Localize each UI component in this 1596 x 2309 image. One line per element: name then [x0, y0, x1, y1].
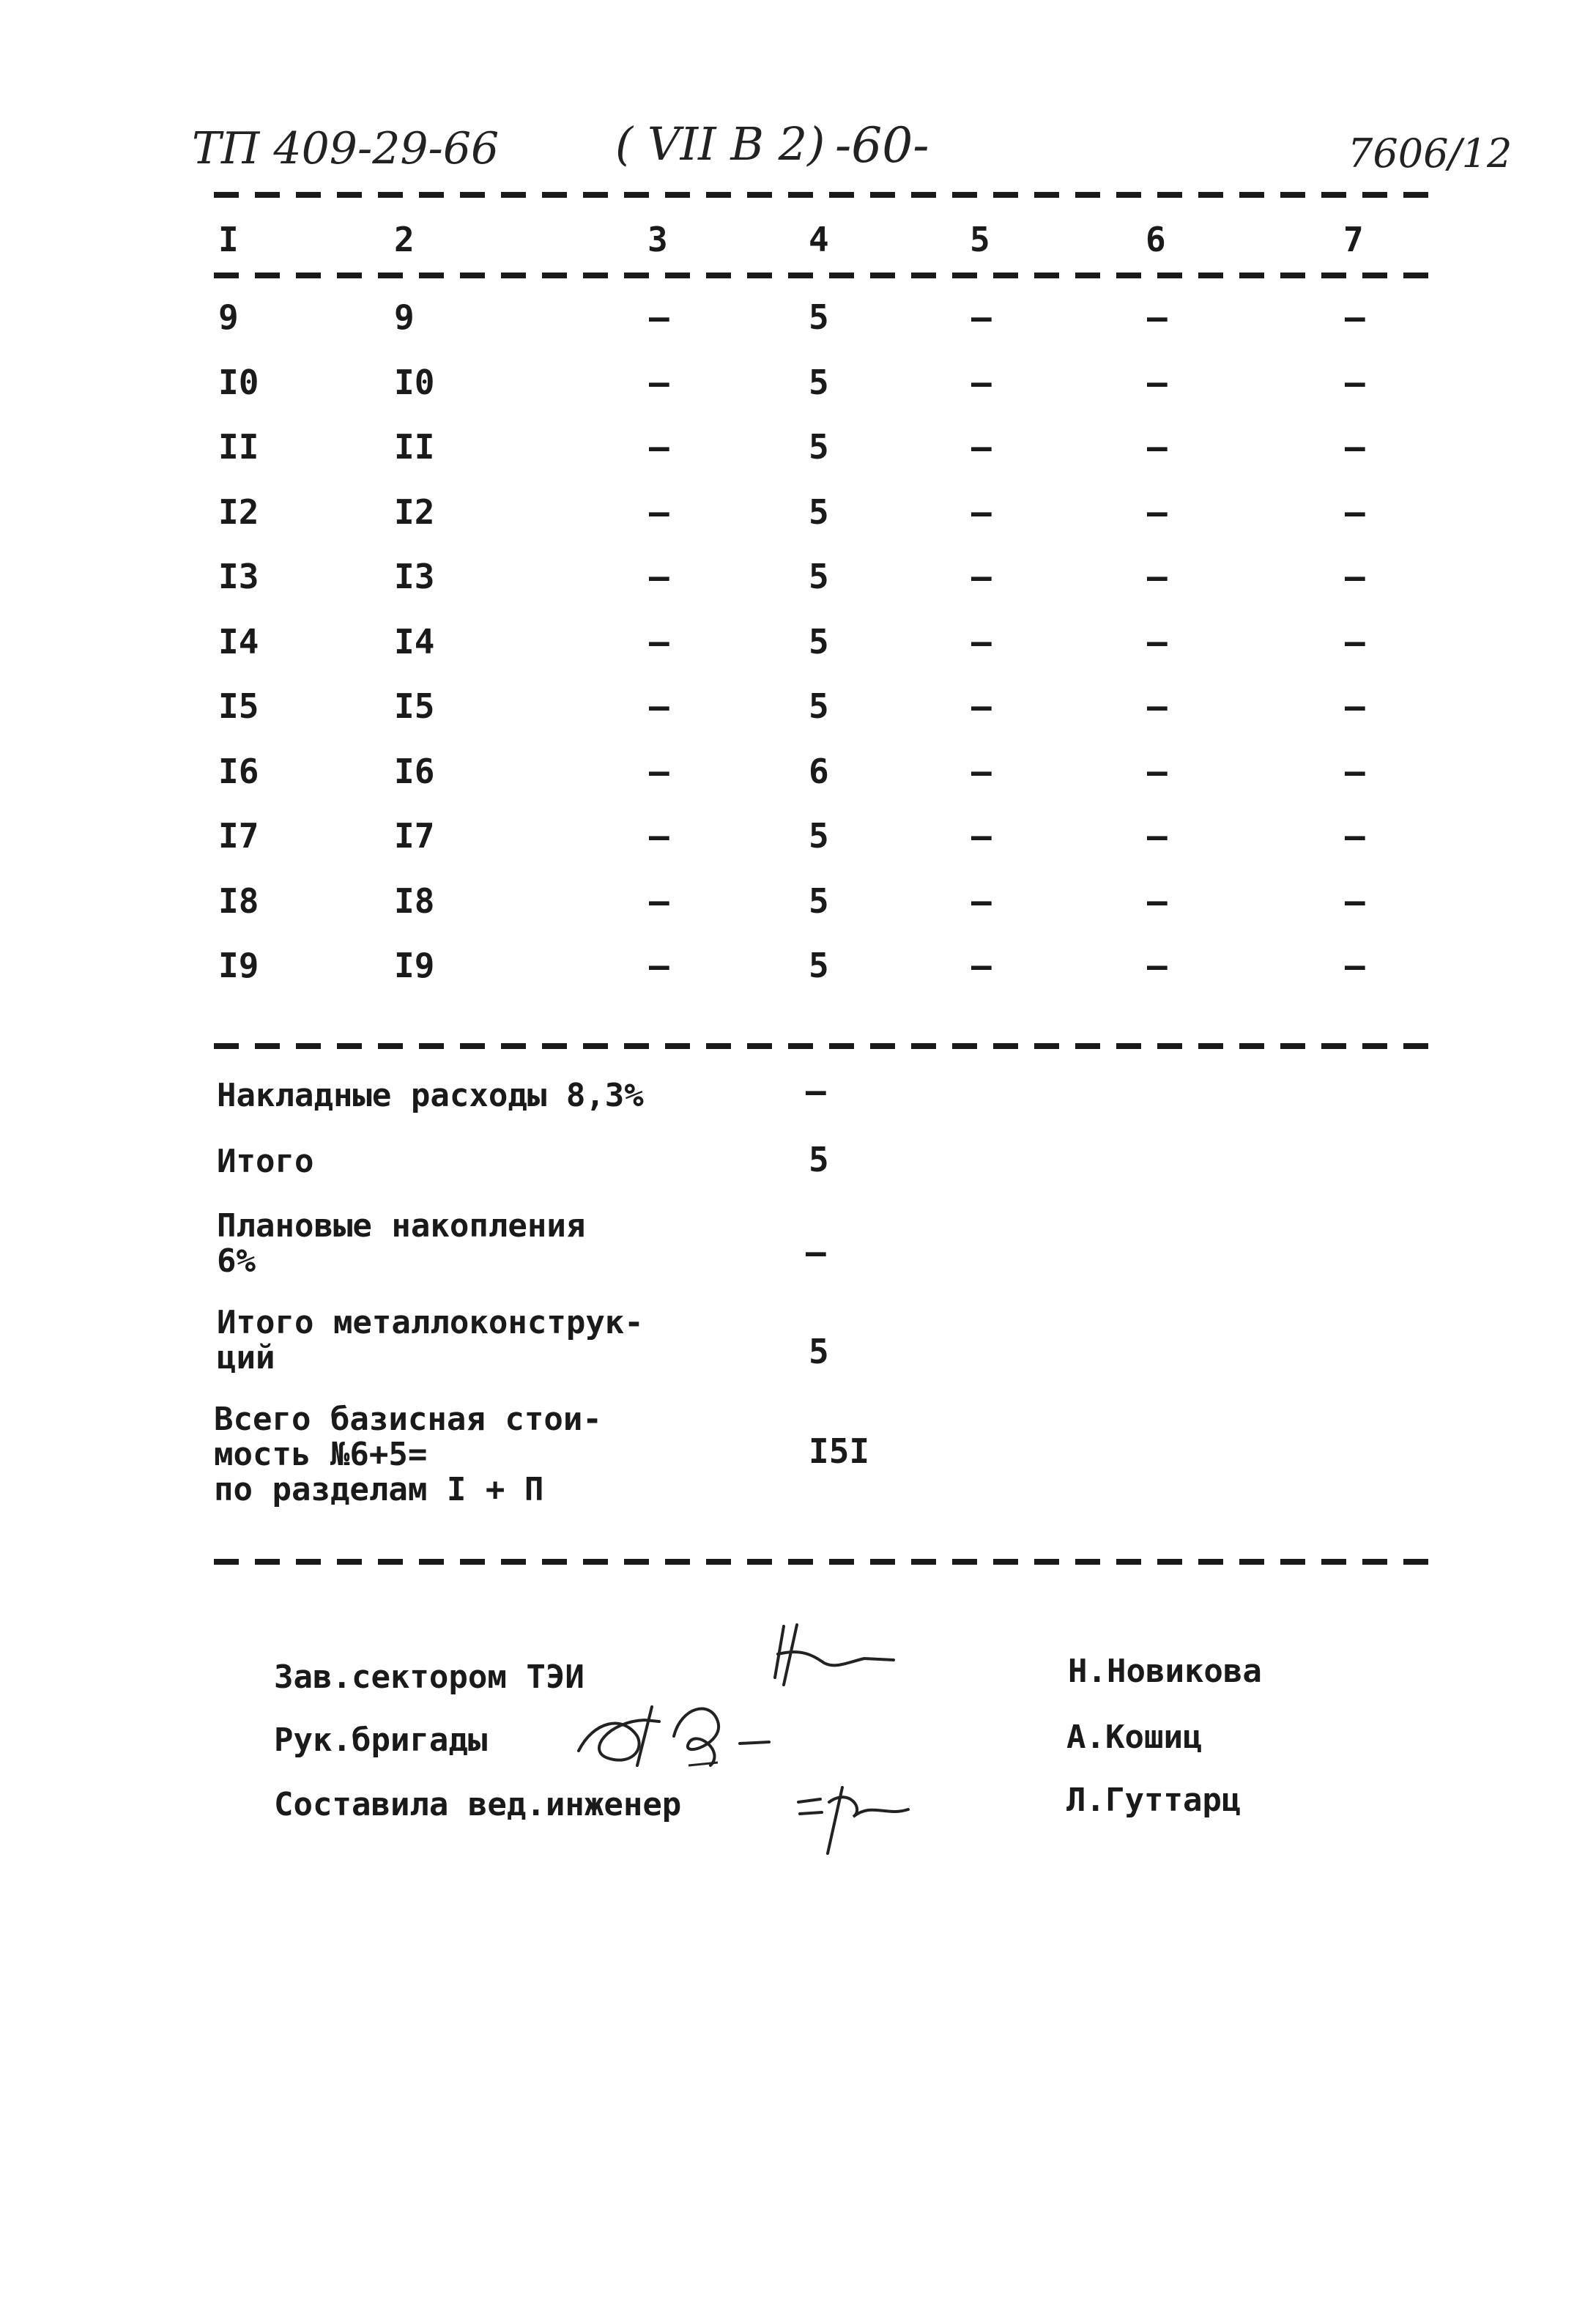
- table-cell-col-6: –: [1147, 363, 1168, 402]
- table-cell-col-7: –: [1345, 297, 1365, 337]
- column-header-4: 4: [809, 220, 829, 259]
- summary-value-overhead: –: [806, 1071, 826, 1111]
- archive-number: 7606/12: [1348, 130, 1513, 177]
- table-cell-col-1: I3: [218, 557, 259, 596]
- table-cell-col-4: 5: [809, 622, 829, 661]
- table-cell-col-6: –: [1147, 946, 1168, 985]
- table-cell-col-5: –: [971, 297, 992, 337]
- table-cell-col-5: –: [971, 557, 992, 596]
- table-cell-col-2: I0: [394, 363, 435, 402]
- table-cell-col-1: I0: [218, 363, 259, 402]
- summary-label-metal-total: Итого металлоконструк- ций: [217, 1304, 644, 1376]
- table-cell-col-7: –: [1345, 816, 1365, 856]
- signature-role-sector-head: Зав.сектором ТЭИ: [274, 1658, 584, 1696]
- table-cell-col-3: –: [649, 881, 669, 921]
- column-header-5: 5: [970, 220, 990, 259]
- table-cell-col-7: –: [1345, 557, 1365, 596]
- table-cell-col-4: 5: [809, 946, 829, 985]
- document-code: ТП 409-29-66: [192, 123, 500, 174]
- table-cell-col-3: –: [649, 363, 669, 402]
- table-cell-col-2: I7: [394, 816, 435, 856]
- table-cell-col-6: –: [1147, 557, 1168, 596]
- table-cell-col-3: –: [649, 686, 669, 726]
- column-header-1: I: [218, 220, 239, 259]
- table-cell-col-5: –: [971, 427, 992, 467]
- table-cell-col-2: I4: [394, 622, 435, 661]
- table-cell-col-7: –: [1345, 427, 1365, 467]
- column-header-divider: [214, 273, 1430, 278]
- table-cell-col-1: I7: [218, 816, 259, 856]
- signature-role-engineer: Составила вед.инженер: [274, 1786, 682, 1823]
- table-cell-col-6: –: [1147, 752, 1168, 791]
- summary-value-metal-total: 5: [809, 1332, 829, 1371]
- table-cell-col-4: 5: [809, 297, 829, 337]
- table-cell-col-3: –: [649, 492, 669, 532]
- table-bottom-divider: [214, 1043, 1430, 1049]
- table-cell-col-2: II: [394, 427, 435, 467]
- table-cell-col-4: 5: [809, 427, 829, 467]
- table-cell-col-1: I2: [218, 492, 259, 532]
- column-header-7: 7: [1343, 220, 1364, 259]
- handwritten-signature-1: [762, 1612, 908, 1692]
- table-cell-col-6: –: [1147, 881, 1168, 921]
- summary-value-planned-savings: –: [806, 1232, 826, 1272]
- signature-name-engineer: Л.Гуттарц: [1066, 1782, 1241, 1819]
- handwritten-signature-2: [564, 1692, 791, 1780]
- handwritten-signature-3: [784, 1773, 923, 1861]
- table-cell-col-1: II: [218, 427, 259, 467]
- signature-name-sector-head: Н.Новикова: [1068, 1653, 1262, 1690]
- table-cell-col-7: –: [1345, 881, 1365, 921]
- table-cell-col-6: –: [1147, 427, 1168, 467]
- table-cell-col-5: –: [971, 752, 992, 791]
- table-cell-col-3: –: [649, 557, 669, 596]
- table-cell-col-7: –: [1345, 752, 1365, 791]
- summary-value-base-cost: I5I: [809, 1431, 870, 1471]
- header-divider: [214, 192, 1430, 198]
- section-marker: ( VII В 2): [615, 117, 825, 171]
- table-cell-col-3: –: [649, 427, 669, 467]
- table-cell-col-2: I5: [394, 686, 435, 726]
- summary-label-overhead: Накладные расходы 8,3%: [217, 1077, 644, 1114]
- summary-label-total: Итого: [217, 1143, 314, 1180]
- table-cell-col-3: –: [649, 622, 669, 661]
- table-cell-col-4: 5: [809, 363, 829, 402]
- table-cell-col-7: –: [1345, 363, 1365, 402]
- table-cell-col-6: –: [1147, 686, 1168, 726]
- table-cell-col-1: I5: [218, 686, 259, 726]
- table-cell-col-1: I8: [218, 881, 259, 921]
- table-cell-col-5: –: [971, 946, 992, 985]
- table-cell-col-3: –: [649, 946, 669, 985]
- column-header-2: 2: [394, 220, 415, 259]
- table-cell-col-6: –: [1147, 816, 1168, 856]
- summary-label-planned-savings: Плановые накопления 6%: [217, 1207, 586, 1280]
- table-cell-col-2: 9: [394, 297, 415, 337]
- table-cell-col-1: I9: [218, 946, 259, 985]
- table-cell-col-3: –: [649, 816, 669, 856]
- table-cell-col-2: I6: [394, 752, 435, 791]
- table-cell-col-6: –: [1147, 297, 1168, 337]
- table-cell-col-7: –: [1345, 686, 1365, 726]
- table-cell-col-4: 5: [809, 686, 829, 726]
- page-number: -60-: [835, 117, 929, 174]
- table-cell-col-2: I9: [394, 946, 435, 985]
- table-cell-col-3: –: [649, 297, 669, 337]
- table-cell-col-4: 5: [809, 557, 829, 596]
- column-header-3: 3: [647, 220, 668, 259]
- table-cell-col-5: –: [971, 686, 992, 726]
- table-cell-col-5: –: [971, 363, 992, 402]
- table-cell-col-7: –: [1345, 622, 1365, 661]
- table-cell-col-5: –: [971, 622, 992, 661]
- table-cell-col-7: –: [1345, 492, 1365, 532]
- table-cell-col-7: –: [1345, 946, 1365, 985]
- table-cell-col-4: 6: [809, 752, 829, 791]
- table-cell-col-5: –: [971, 816, 992, 856]
- signature-role-team-lead: Рук.бригады: [274, 1721, 488, 1759]
- table-cell-col-4: 5: [809, 881, 829, 921]
- table-cell-col-1: I6: [218, 752, 259, 791]
- table-cell-col-4: 5: [809, 492, 829, 532]
- table-cell-col-6: –: [1147, 622, 1168, 661]
- table-cell-col-2: I2: [394, 492, 435, 532]
- column-header-6: 6: [1146, 220, 1166, 259]
- signature-name-team-lead: А.Кошиц: [1066, 1719, 1203, 1756]
- table-cell-col-1: I4: [218, 622, 259, 661]
- table-cell-col-5: –: [971, 881, 992, 921]
- table-cell-col-2: I8: [394, 881, 435, 921]
- table-cell-col-1: 9: [218, 297, 239, 337]
- table-cell-col-2: I3: [394, 557, 435, 596]
- summary-value-total: 5: [809, 1140, 829, 1179]
- summary-label-base-cost: Всего базисная стои- мость №6+5= по разделам I + П: [214, 1401, 602, 1508]
- summary-bottom-divider: [214, 1559, 1430, 1565]
- table-cell-col-5: –: [971, 492, 992, 532]
- table-cell-col-6: –: [1147, 492, 1168, 532]
- table-cell-col-3: –: [649, 752, 669, 791]
- table-cell-col-4: 5: [809, 816, 829, 856]
